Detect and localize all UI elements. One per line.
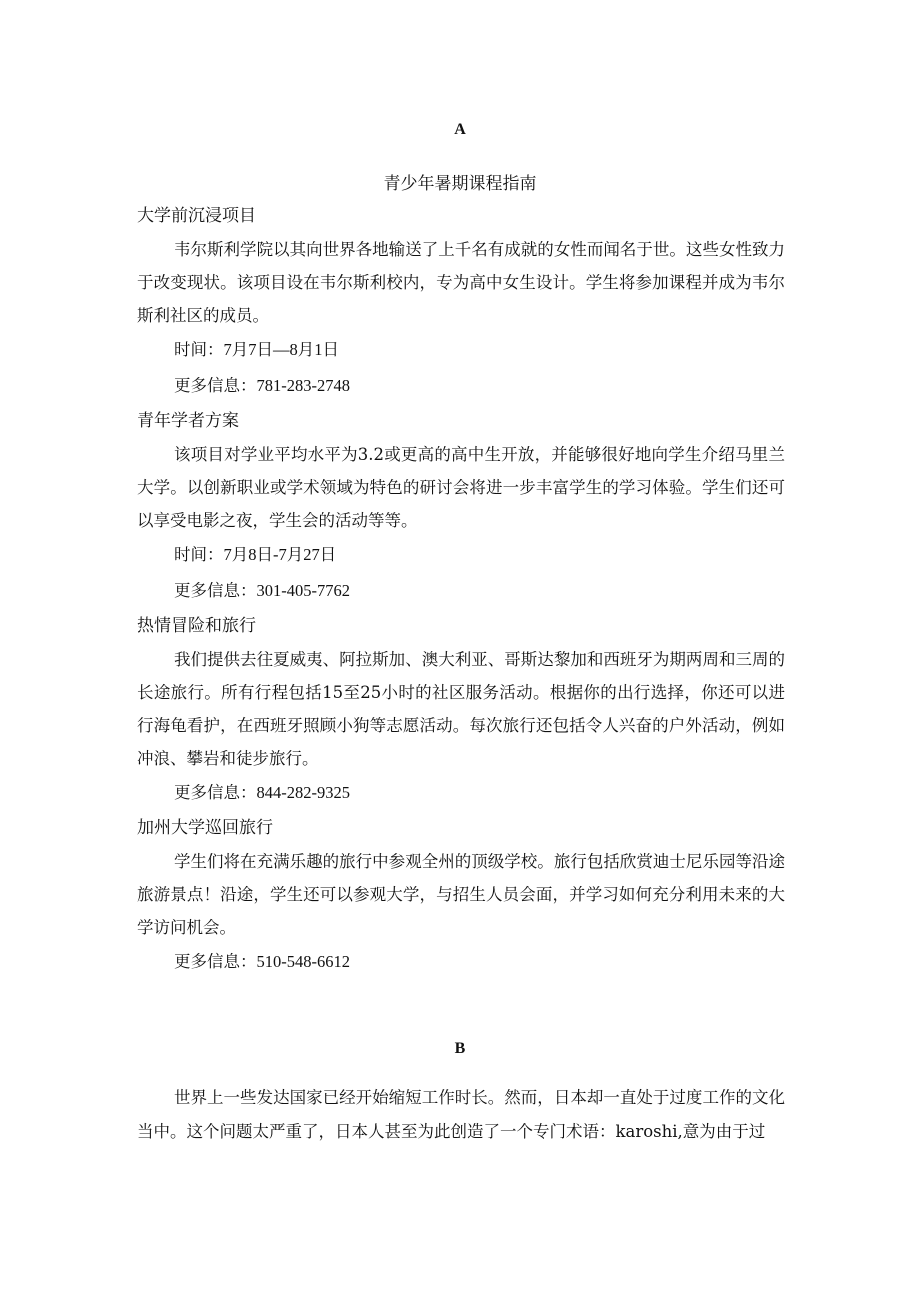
contact-phone: 301-405-7762 (256, 581, 350, 600)
program-contact (137, 775, 785, 811)
contact-label: 更多信息： (174, 783, 257, 802)
time-value: 7月7日—8月1日 (223, 340, 339, 359)
program-contact (137, 573, 785, 609)
program-heading: 热情冒险和旅行 (137, 616, 256, 636)
time-value: 7月8日-7月27日 (223, 545, 337, 564)
section-a-letter: A (454, 121, 466, 138)
contact-label: 更多信息： (174, 376, 257, 395)
program-block (137, 811, 785, 980)
program-contact (137, 944, 785, 980)
section-a-content (137, 199, 785, 980)
time-label: 时间： (174, 545, 224, 564)
contact-label: 更多信息： (174, 581, 257, 600)
program-block (137, 609, 785, 811)
program-block (137, 199, 785, 404)
program-heading: 加州大学巡回旅行 (137, 818, 273, 838)
program-contact (137, 368, 785, 404)
program-description: 该项目对学业平均水平为3.2或更高的高中生开放，并能够很好地向学生介绍马里兰大学。以创新职业或学术领域为特色的研讨会将进一步丰富学生的学习体验。学生们还可以享受电影之夜，学生会的活动等等。 (137, 445, 785, 530)
program-block (137, 404, 785, 609)
document-title: 青少年暑期课程指南 (383, 174, 537, 194)
contact-phone: 781-283-2748 (256, 376, 350, 395)
contact-phone: 844-282-9325 (256, 783, 350, 802)
contact-phone: 510-548-6612 (256, 952, 350, 971)
program-heading: 大学前沉浸项目 (137, 206, 256, 226)
program-heading: 青年学者方案 (137, 411, 239, 431)
section-b-content (137, 1081, 785, 1149)
program-time (137, 332, 785, 368)
contact-label: 更多信息： (174, 952, 257, 971)
time-label: 时间： (174, 340, 224, 359)
section-b-paragraph: 世界上一些发达国家已经开始缩短工作时长。然而，日本却一直处于过度工作的文化当中。这个问题太严重了，日本人甚至为此创造了一个专门术语：karoshi,意为由于过 (137, 1088, 785, 1141)
program-time (137, 537, 785, 573)
program-description: 学生们将在充满乐趣的旅行中参观全州的顶级学校。旅行包括欣赏迪士尼乐园等沿途旅游景点！沿途，学生还可以参观大学，与招生人员会面，并学习如何充分利用未来的大学访问机会。 (137, 852, 785, 937)
program-description: 我们提供去往夏威夷、阿拉斯加、澳大利亚、哥斯达黎加和西班牙为期两周和三周的长途旅行。所有行程包括15至25小时的社区服务活动。根据你的出行选择，你还可以进行海龟看护，在西班牙照顾小狗等志愿活动。每次旅行还包括令人兴奋的户外活动，例如冲浪、攀岩和徒步旅行。 (137, 650, 785, 768)
section-b-letter: B (454, 1040, 466, 1057)
program-description: 韦尔斯利学院以其向世界各地输送了上千名有成就的女性而闻名于世。这些女性致力于改变现状。该项目设在韦尔斯利校内，专为高中女生设计。学生将参加课程并成为韦尔斯利社区的成员。 (137, 240, 785, 325)
